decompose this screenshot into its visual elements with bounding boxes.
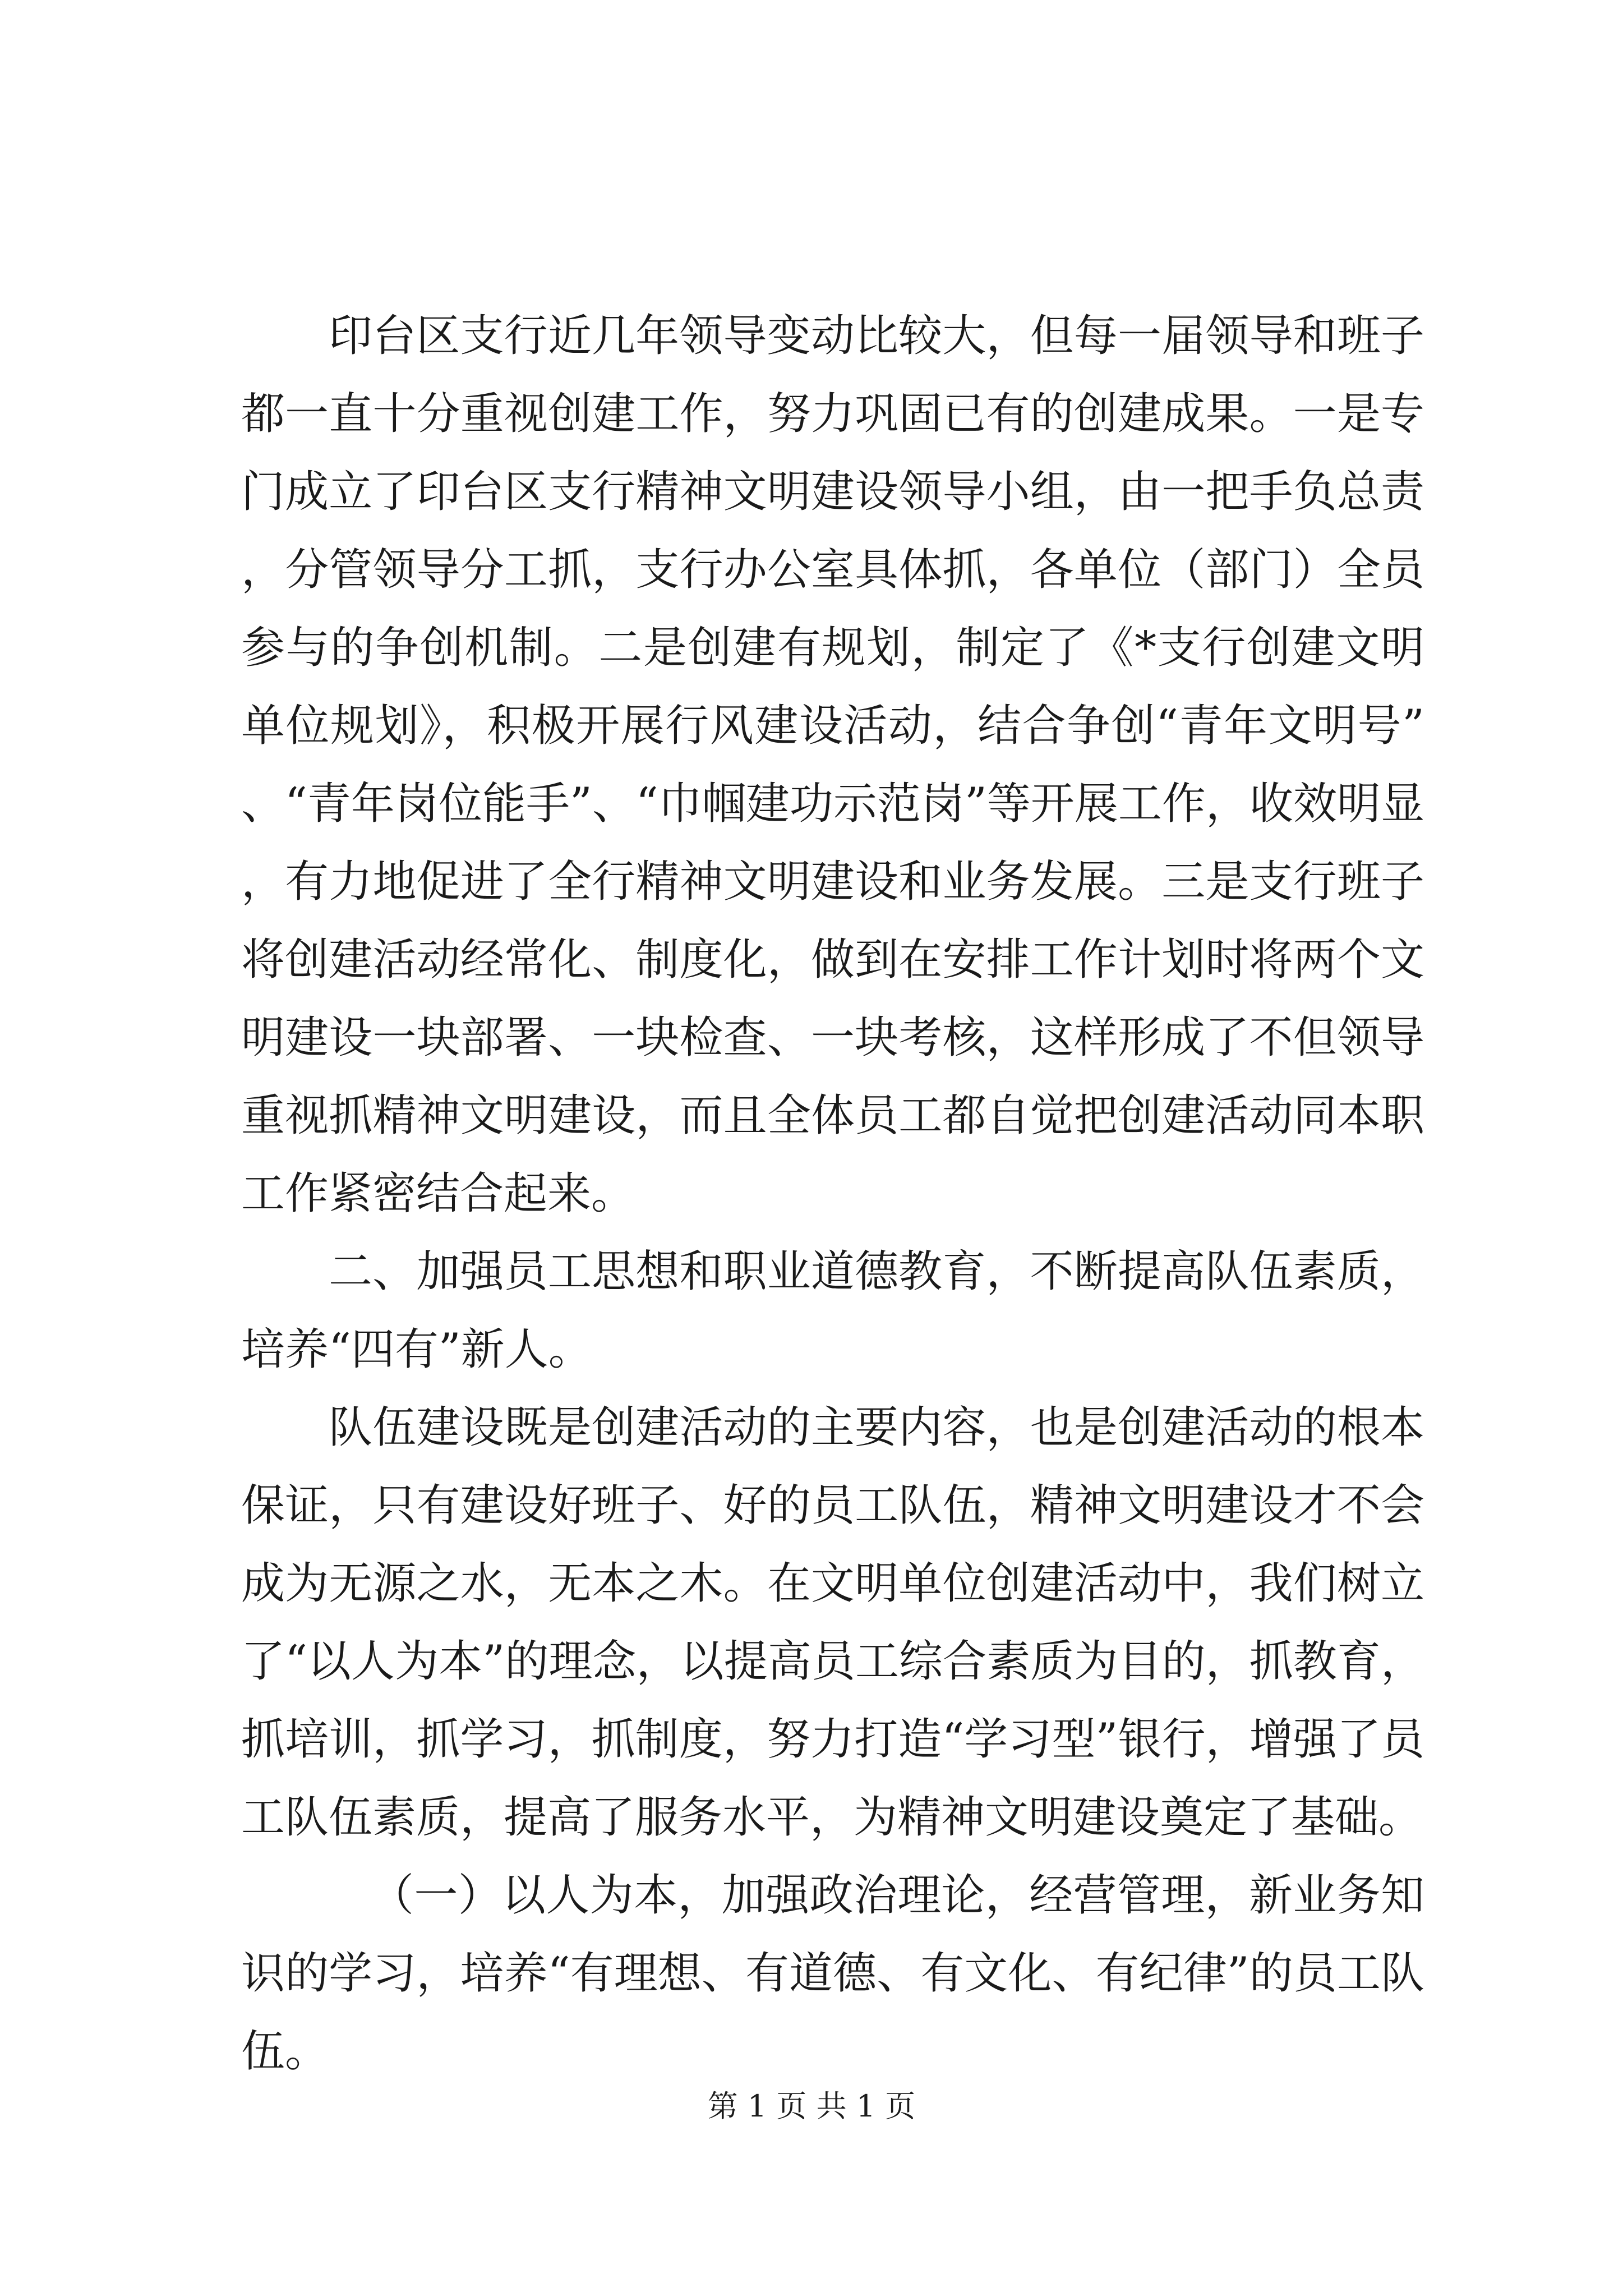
paragraph-heading-two: 二、加强员工思想和职业道德教育，不断提高队伍素质，培养“四有”新人。	[241, 1246, 1424, 1375]
page-footer: 第 1 页 共 1 页	[707, 2088, 916, 2124]
paragraph-team-building: 队伍建设既是创建活动的主要内容，也是创建活动的根本保证，只有建设好班子、好的员工队伍，精神文明建设才不会成为无源之水，无本之木。在文明单位创建活动中，我们树立了“以人为本”的理念，以提高员工综合素质为目的，抓教育，抓培训，抓学习，抓制度，努力打造“学习型”银行，增强了员工队伍素质，提高了服务水平，为精神文明建设奠定了基础。	[241, 1402, 1424, 1843]
paragraph-leadership: 印台区支行近几年领导变动比较大，但每一届领导和班子都一直十分重视创建工作，努力巩固已有的创建成果。一是专门成立了印台区支行精神文明建设领导小组，由一把手负总责，分管领导分工抓，支行办公室具体抓，各单位（部门）全员参与的争创机制。二是创建有规划，制定了《*支行创建文明单位规划》，积极开展行风建设活动，结合争创“青年文明号”、“青年岗位能手”、“巾帼建功示范岗”等开展工作，收效明显，有力地促进了全行精神文明建设和业务发展。三是支行班子将创建活动经常化、制度化，做到在安排工作计划时将两个文明建设一块部署、一块检查、一块考核，这样形成了不但领导重视抓精神文明建设，而且全体员工都自觉把创建活动同本职工作紧密结合起来。	[241, 311, 1424, 1219]
paragraph-subitem-one: （一）以人为本，加强政治理论，经营管理，新业务知识的学习，培养“有理想、有道德、有文化、有纪律”的员工队伍。	[241, 1870, 1424, 2077]
document-body	[241, 297, 1424, 2091]
